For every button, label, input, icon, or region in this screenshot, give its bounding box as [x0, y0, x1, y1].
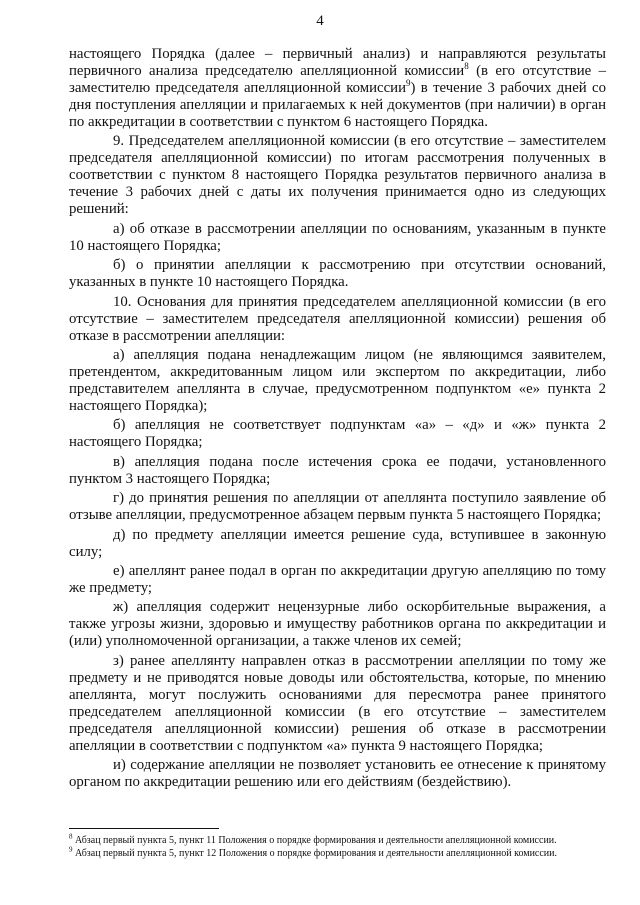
paragraph-10zh: ж) апелляция содержит нецензурные либо оскорбительные выражения, а также угрозы жизни, здоровью и имуществу работников органа по аккредитации и (или) уполномоченной организации, а также членов их семей; [69, 599, 606, 650]
paragraph-10g: г) до принятия решения по апелляции от апеллянта поступило заявление об отзыве апелляции, предусмотренное абзацем первым пункта 5 настоящего Порядка; [69, 490, 606, 524]
paragraph-10e: е) апеллянт ранее подал в орган по аккредитации другую апелляцию по тому же предмету; [69, 562, 606, 596]
paragraph-9: 9. Председателем апелляционной комиссии (в его отсутствие – заместителем председателя апелляционной комиссии) по итогам рассмотрения полученных в соответствии с пунктом 8 настоящего Порядка результатов первичного анализа в течение 3 рабочих дней с даты их получения принимается одно из следующих решений: [69, 133, 606, 218]
paragraph-10z: з) ранее апеллянту направлен отказ в рассмотрении апелляции по тому же предмету и не приводятся новые доводы или обстоятельства, которые, по мнению апеллянта, могут послужить основаниями для пересмотра ранее принятого председателем апелляционной комиссии (в его отсутствие – заместителем председателя апелляционной комиссии) решения об отказе в рассмотрении апелляции в соответствии с подпунктом «а» пункта 9 настоящего Порядка; [69, 652, 606, 754]
footnote-9: $^9$ Абзац первый пункта 5, пункт 12 Положения о порядке формирования и деятельности апелляционной комиссии. [69, 845, 558, 859]
paragraph-9a: а) об отказе в рассмотрении апелляции по основаниям, указанным в пункте 10 настоящего Порядка; [69, 220, 606, 254]
paragraph-10a: а) апелляция подана ненадлежащим лицом (не являющимся заявителем, претендентом, аккредитованным лицом или экспертом по аккредитации, либо представителем апеллянта в случае, предусмотренном подпунктом «е» пункта 2 настоящего Порядка); [69, 346, 606, 414]
footnote-divider [69, 828, 219, 829]
footnote-ref-8: 8 [464, 61, 469, 72]
footnotes [69, 834, 609, 860]
document-body [69, 46, 606, 793]
footnote-8: $^8$ Абзац первый пункта 5, пункт 11 Положения о порядке формирования и деятельности апелляционной комиссии. [69, 832, 557, 846]
footnote-ref-9: 9 [406, 78, 411, 89]
paragraph-9b: б) о принятии апелляции к рассмотрению при отсутствии оснований, указанных в пункте 10 настоящего Порядка. [69, 257, 606, 291]
page-number: 4 [316, 13, 324, 29]
paragraph-10b: б) апелляция не соответствует подпунктам «а» – «д» и «ж» пункта 2 настоящего Порядка; [69, 417, 606, 451]
paragraph-continuation: настоящего Порядка (далее – первичный анализ) и направляются результаты первичного анализа председателю апелляционной комиссии$^8$ (в его отсутствие – заместителю председателя апелляционной комиссии$^9$) в течение 3 рабочих дней со дня поступления апелляции и прилагаемых к ней документов (при наличии) в орган по аккредитации в соответствии с пунктом 6 настоящего Порядка. [69, 46, 606, 130]
paragraph-10v: в) апелляция подана после истечения срока ее подачи, установленного пунктом 3 настоящего Порядка; [69, 453, 606, 487]
paragraph-10d: д) по предмету апелляции имеется решение суда, вступившее в законную силу; [69, 526, 606, 560]
paragraph-10: 10. Основания для принятия председателем апелляционной комиссии (в его отсутствие – заместителем председателя апелляционной комиссии) решения об отказе в рассмотрении апелляции: [69, 293, 606, 344]
paragraph-10i: и) содержание апелляции не позволяет установить ее отнесение к принятому органом по аккредитации решению или его действиям (бездействию). [69, 757, 606, 791]
